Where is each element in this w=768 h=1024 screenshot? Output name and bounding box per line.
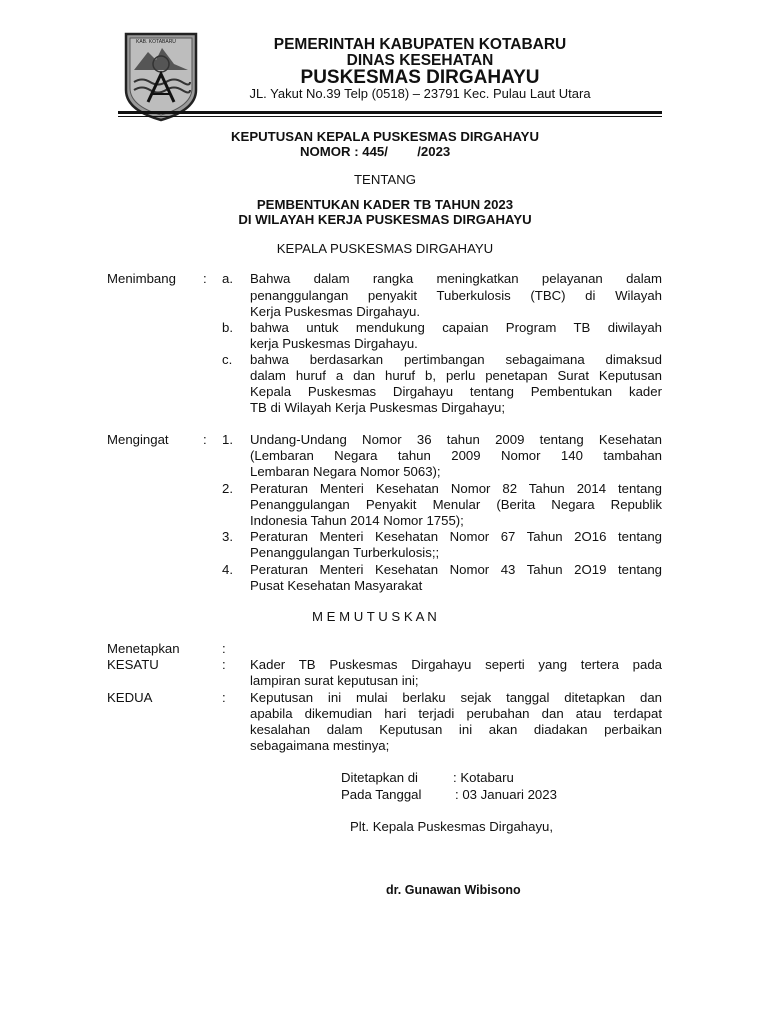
kesatu-label: KESATU: [107, 657, 159, 672]
tanggal-label: Pada Tanggal: [341, 787, 422, 802]
signatory-name: dr. Gunawan Wibisono: [386, 883, 521, 897]
letterhead-line1: PEMERINTAH KABUPATEN KOTABARU: [273, 36, 567, 53]
letterhead-line2: DINAS KESEHATAN: [346, 52, 494, 69]
menimbang-a-line: penanggulangan penyakit Tuberkulosis (TBC) di Wilayah: [250, 288, 662, 303]
mengingat-2-line: Penanggulangan Penyakit Menular (Berita Negara Republik: [250, 497, 662, 512]
mengingat-3-line: Peraturan Menteri Kesehatan Nomor 67 Tahun 2O16 tentang: [250, 529, 662, 544]
signatory-position: Plt. Kepala Puskesmas Dirgahayu,: [350, 819, 554, 834]
menimbang-b-line: kerja Puskesmas Dirgahayu.: [250, 336, 418, 351]
menimbang-label: Menimbang: [107, 271, 176, 286]
letterhead-line3: PUSKESMAS DIRGAHAYU: [300, 67, 540, 88]
decree-number: NOMOR : 445/ /2023: [300, 144, 451, 159]
mengingat-1-line: (Lembaran Negara tahun 2009 Nomor 140 tambahan: [250, 448, 662, 463]
kedua-line: sebagaimana mestinya;: [250, 738, 390, 753]
mengingat-3-line: Penanggulangan Turberkulosis;;: [250, 545, 440, 560]
menimbang-b-mark: b.: [222, 320, 233, 335]
letterhead-rule-thin: [118, 116, 662, 117]
subject-line1: PEMBENTUKAN KADER TB TAHUN 2023: [256, 197, 514, 212]
kedua-line: Keputusan ini mulai berlaku sejak tanggal ditetapkan dan: [250, 690, 662, 705]
mengingat-1-mark: 1.: [222, 432, 233, 447]
logo-text: KAB. KOTABARU: [136, 39, 176, 45]
menimbang-c-line: bahwa berdasarkan pertimbangan sebagaimana dimaksud: [250, 352, 662, 367]
menimbang-c-mark: c.: [222, 352, 233, 367]
kesatu-line: lampiran surat keputusan ini;: [250, 673, 419, 688]
kedua-colon: :: [222, 690, 226, 705]
mengingat-3-mark: 3.: [222, 529, 233, 544]
menetapkan-label: Menetapkan: [107, 641, 180, 656]
mengingat-4-line: Pusat Kesehatan Masyarakat: [250, 578, 423, 593]
mengingat-4-line: Peraturan Menteri Kesehatan Nomor 43 Tahun 2O19 tentang: [250, 562, 662, 577]
menimbang-a-line: Bahwa dalam rangka meningkatkan pelayanan dalam: [250, 271, 662, 286]
mengingat-colon: :: [203, 432, 207, 447]
mengingat-2-line: Indonesia Tahun 2014 Nomor 1755);: [250, 513, 464, 528]
menimbang-colon: :: [203, 271, 207, 286]
tentang-heading: TENTANG: [353, 172, 417, 187]
menimbang-a-mark: a.: [222, 271, 233, 286]
menimbang-c-line: dalam huruf a dan huruf b, perlu penetapan Surat Keputusan: [250, 368, 662, 383]
letterhead-address: JL. Yakut No.39 Telp (0518) – 23791 Kec. Pulau Laut Utara: [249, 86, 591, 101]
menetapkan-colon: :: [222, 641, 226, 656]
authority-heading: KEPALA PUSKESMAS DIRGAHAYU: [276, 241, 494, 256]
mengingat-4-mark: 4.: [222, 562, 233, 577]
tanggal-value: : 03 Januari 2023: [455, 787, 557, 802]
ditetapkan-label: Ditetapkan di: [341, 770, 418, 785]
mengingat-label: Mengingat: [107, 432, 169, 447]
mengingat-1-line: Undang-Undang Nomor 36 tahun 2009 tentang Kesehatan: [250, 432, 662, 447]
mengingat-2-mark: 2.: [222, 481, 233, 496]
mengingat-2-line: Peraturan Menteri Kesehatan Nomor 82 Tahun 2014 tentang: [250, 481, 662, 496]
letterhead-rule-thick: [118, 111, 662, 114]
memutuskan-heading: M E M U T U S K A N: [312, 609, 437, 624]
kedua-line: apabila dikemudian hari terjadi perubahan dan atau terdapat: [250, 706, 662, 721]
menimbang-c-line: Kepala Puskesmas Dirgahayu tentang Pembentukan kader: [250, 384, 662, 399]
kesatu-colon: :: [222, 657, 226, 672]
kesatu-line: Kader TB Puskesmas Dirgahayu seperti yang tertera pada: [250, 657, 662, 672]
kedua-line: kesalahan dalam Keputusan ini akan diadakan perbaikan: [250, 722, 662, 737]
decree-title: KEPUTUSAN KEPALA PUSKESMAS DIRGAHAYU: [231, 129, 539, 144]
mengingat-1-line: Lembaran Negara Nomor 5063);: [250, 464, 441, 479]
ditetapkan-value: : Kotabaru: [453, 770, 514, 785]
kedua-label: KEDUA: [107, 690, 153, 705]
menimbang-b-line: bahwa untuk mendukung capaian Program TB diwilayah: [250, 320, 662, 335]
subject-line2: DI WILAYAH KERJA PUSKESMAS DIRGAHAYU: [238, 212, 532, 227]
menimbang-a-line: Kerja Puskesmas Dirgahayu.: [250, 304, 421, 319]
menimbang-c-line: TB di Wilayah Kerja Puskesmas Dirgahayu;: [250, 400, 506, 415]
